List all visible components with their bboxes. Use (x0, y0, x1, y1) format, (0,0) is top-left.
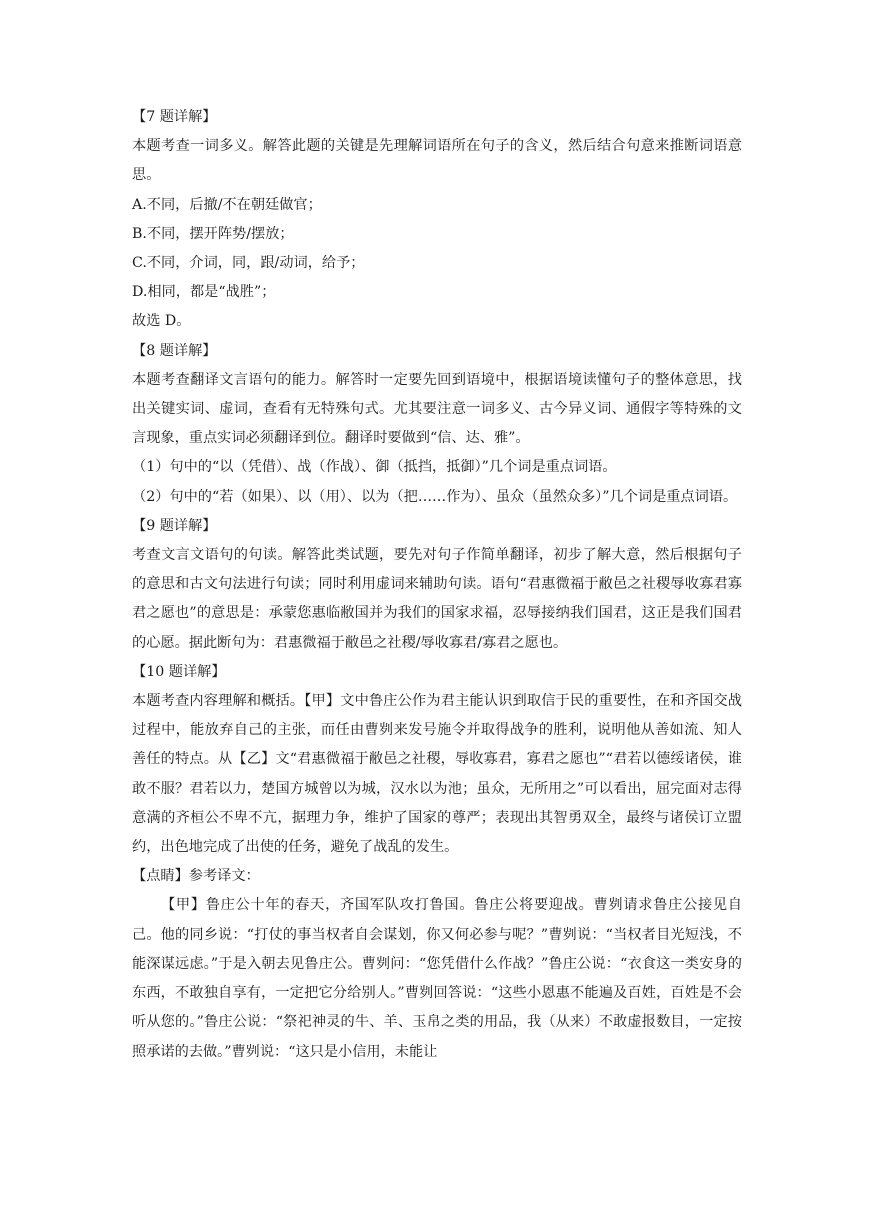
q8-item-1: （1）句中的“以（凭借）、战（作战）、御（抵挡，抵御）”几个词是重点词语。 (132, 459, 617, 476)
q9-body: 考查文言文语句的句读。解答此类试题，要先对句子作简单翻译，初步了解大意，然后根据句子的意思和古文句法进行句读；同时利用虚词来辅助句读。语句“君惠微福于敝邑之社稷辱收寡君寡君之愿也”的意思是：承蒙您惠临敝国并为我们的国家求福，忍辱接纳我们国君，这正是我们国君的心愿。据此断句为：君惠微福于敝邑之社稷/辱收寡君/寡君之愿也。 (132, 547, 742, 651)
q7-option-b: B.不同，摆开阵势/摆放； (132, 225, 294, 242)
q8-heading: 【8 题详解】 (132, 342, 217, 359)
q7-heading: 【7 题详解】 (132, 109, 217, 125)
q8-item-2: （2）句中的“若（如果）、以（用）、以为（把……作为）、虽众（虽然众多）”几个词是重点词语。 (132, 488, 738, 505)
q10-body: 本题考查内容理解和概括。【甲】文中鲁庄公作为君主能认识到取信于民的重要性，在和齐国交战过程中，能放弃自己的主张，而任由曹刿来发号施令并取得战争的胜利，说明他从善如流、知人善任的特点。从【乙】文“君惠微福于敝邑之社稷，辱收寡君，寡君之愿也”“君若以德绥诸侯，谁敢不服？君若以力，楚国方城曾以为城，汉水以为池；虽众，无所用之”可以看出，屈完面对志得意满的齐桓公不卑不亢，据理力争，维护了国家的尊严；表现出其智勇双全，最终与诸侯订立盟约，出色地完成了出使的任务，避免了战乱的发生。 (132, 693, 742, 856)
q7-option-a: A.不同，后撤/不在朝廷做官； (132, 196, 322, 213)
q7-option-c: C.不同，介词，同，跟/动词，给予； (132, 255, 365, 272)
q9-heading: 【9 题详解】 (132, 517, 217, 534)
document-page (132, 103, 742, 1067)
dianjing-heading: 【点睛】参考译文： (132, 868, 260, 885)
q8-intro: 本题考查翻译文言语句的能力。解答时一定要先回到语境中，根据语境读懂句子的整体意思，找出关键实词、虚词，查看有无特殊句式。尤其要注意一词多义、古今异义词、通假字等特殊的文言现象，重点实词必须翻译到位。翻译时要做到“信、达、雅”。 (132, 371, 742, 447)
q10-heading: 【10 题详解】 (132, 663, 226, 680)
q7-intro: 本题考查一词多义。解答此题的关键是先理解词语所在句子的含义，然后结合句意来推断词语意思。 (132, 138, 742, 184)
q7-answer: 故选 D。 (132, 313, 191, 330)
q7-option-d: D.相同，都是“战胜”； (132, 284, 276, 301)
dianjing-translation: 【甲】鲁庄公十年的春天，齐国军队攻打鲁国。鲁庄公将要迎战。曹刿请求鲁庄公接见自己。他的同乡说：“打仗的事当权者自会谋划，你又何必参与呢？”曹刿说：“当权者目光短浅，不能深谋远虑。”于是入朝去见鲁庄公。曹刿问：“您凭借什么作战？”鲁庄公说：“衣食这一类安身的东西，不敢独自享有，一定把它分给别人。”曹刿回答说：“这些小恩惠不能遍及百姓，百姓是不会听从您的。”鲁庄公说：“祭祀神灵的牛、羊、玉帛之类的用品，我（从来）不敢虚报数目，一定按照承诺的去做。”曹刿说：“这只是小信用，未能让 (132, 897, 742, 1060)
